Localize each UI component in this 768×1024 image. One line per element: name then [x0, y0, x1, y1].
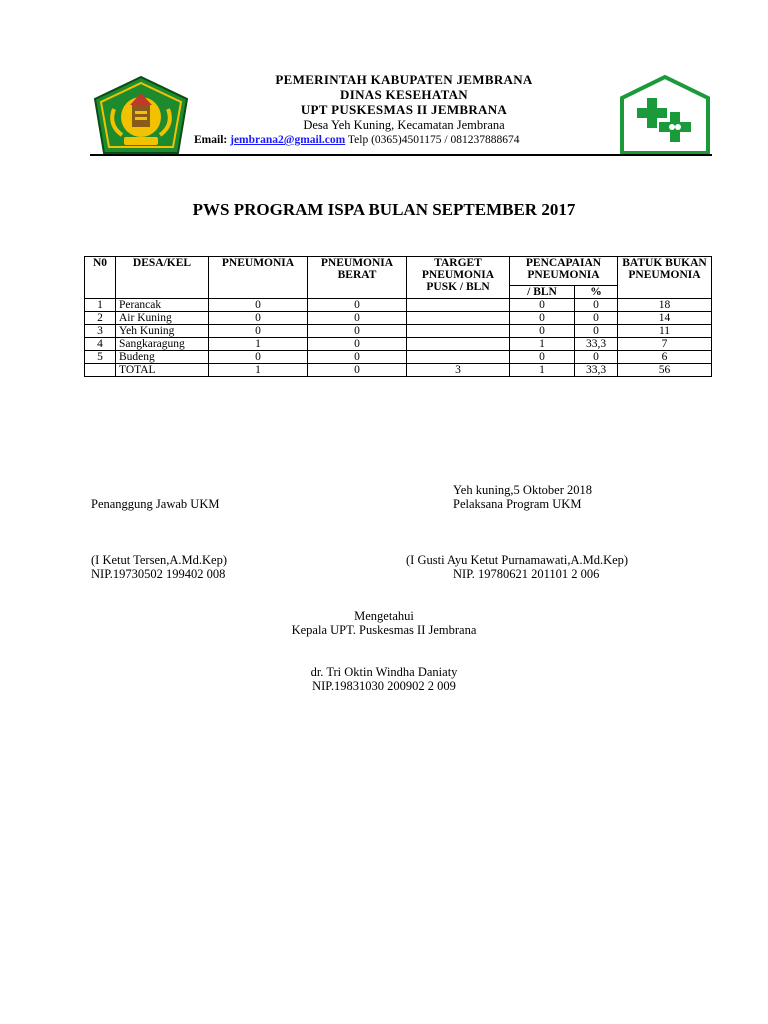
cell-target — [407, 325, 510, 338]
right-signer-nip: NIP. 19780621 201101 2 006 — [453, 567, 600, 581]
cell-pneumonia: 1 — [209, 364, 308, 377]
head-role: Kepala UPT. Puskesmas II Jembrana — [291, 623, 477, 637]
cell-batuk: 6 — [618, 351, 712, 364]
header-target: TARGET PNEUMONIA PUSK / BLN — [407, 257, 510, 299]
letterhead-department: DINAS KESEHATAN — [340, 87, 468, 102]
left-signer-nip: NIP.19730502 199402 008 — [91, 567, 226, 581]
cell-per-bulan: 0 — [510, 299, 575, 312]
cell-percent: 33,3 — [575, 338, 618, 351]
letterhead — [90, 70, 712, 158]
letterhead-institution: UPT PUSKESMAS II JEMBRANA — [300, 102, 508, 117]
cell-target — [407, 338, 510, 351]
cell-batuk: 7 — [618, 338, 712, 351]
email-label: Email: — [194, 134, 228, 146]
cell-total-label: TOTAL — [116, 364, 209, 377]
cell-desa: Perancak — [116, 299, 209, 312]
pws-table — [84, 256, 712, 377]
table-row — [85, 325, 712, 338]
jembrana-regency-emblem-icon — [92, 75, 190, 157]
table-total-row — [85, 364, 712, 377]
table-row — [85, 299, 712, 312]
cell-percent: 33,3 — [575, 364, 618, 377]
cell-pneumonia: 1 — [209, 338, 308, 351]
cell-percent: 0 — [575, 325, 618, 338]
header-pencapaian: PENCAPAIAN PNEUMONIA — [510, 257, 618, 286]
cell-desa: Sangkaragung — [116, 338, 209, 351]
cell-no: 5 — [85, 351, 116, 364]
head-nip: NIP.19831030 200902 2 009 — [312, 679, 456, 693]
cell-desa: Yeh Kuning — [116, 325, 209, 338]
cell-percent: 0 — [575, 312, 618, 325]
cell-batuk: 11 — [618, 325, 712, 338]
header-no: N0 — [85, 257, 116, 299]
phone-text: Telp (0365)4501175 / 081237888674 — [347, 134, 520, 146]
header-percent: % — [575, 286, 618, 299]
cell-no: 1 — [85, 299, 116, 312]
cell-per-bulan: 1 — [510, 364, 575, 377]
cell-target — [407, 299, 510, 312]
cell-pneumonia-berat: 0 — [308, 351, 407, 364]
cell-percent: 0 — [575, 299, 618, 312]
cell-desa: Budeng — [116, 351, 209, 364]
cell-batuk: 18 — [618, 299, 712, 312]
cell-per-bulan: 1 — [510, 338, 575, 351]
cell-pneumonia-berat: 0 — [308, 325, 407, 338]
cell-no: 3 — [85, 325, 116, 338]
head-name: dr. Tri Oktin Windha Daniaty — [310, 665, 458, 679]
cell-pneumonia-berat: 0 — [308, 364, 407, 377]
signature-date: Yeh kuning,5 Oktober 2018 — [453, 483, 593, 497]
table-header-row — [85, 257, 712, 286]
right-signer-name: (I Gusti Ayu Ketut Purnamawati,A.Md.Kep) — [406, 553, 629, 567]
cell-target — [407, 351, 510, 364]
table-row — [85, 351, 712, 364]
table-row — [85, 312, 712, 325]
right-signer-role: Pelaksana Program UKM — [453, 497, 582, 511]
puskesmas-cross-icon — [619, 74, 711, 156]
letterhead-address: Desa Yeh Kuning, Kecamatan Jembrana — [303, 118, 505, 132]
header-pneumonia: PNEUMONIA — [209, 257, 308, 299]
cell-batuk: 14 — [618, 312, 712, 325]
cell-no: 2 — [85, 312, 116, 325]
cell-pneumonia: 0 — [209, 351, 308, 364]
header-batuk: BATUK BUKAN PNEUMONIA — [618, 257, 712, 299]
left-signer-role: Penanggung Jawab UKM — [91, 497, 220, 511]
cell-pneumonia-berat: 0 — [308, 312, 407, 325]
cell-pneumonia: 0 — [209, 325, 308, 338]
header-per-bulan: / BLN — [510, 286, 575, 299]
header-desa: DESA/KEL — [116, 257, 209, 299]
left-signer-name: (I Ketut Tersen,A.Md.Kep) — [91, 553, 228, 567]
cell-pneumonia: 0 — [209, 299, 308, 312]
cell-pneumonia-berat: 0 — [308, 338, 407, 351]
cell-target — [407, 312, 510, 325]
cell-batuk: 56 — [618, 364, 712, 377]
cell-no — [85, 364, 116, 377]
letterhead-government: PEMERINTAH KABUPATEN JEMBRANA — [275, 72, 533, 87]
cell-pneumonia: 0 — [209, 312, 308, 325]
cell-pneumonia-berat: 0 — [308, 299, 407, 312]
cell-desa: Air Kuning — [116, 312, 209, 325]
letterhead-text — [194, 72, 614, 133]
cell-target: 3 — [407, 364, 510, 377]
cell-per-bulan: 0 — [510, 351, 575, 364]
header-pneumonia-berat: PNEUMONIA BERAT — [308, 257, 407, 299]
cell-no: 4 — [85, 338, 116, 351]
acknowledgement-label: Mengetahui — [354, 609, 414, 623]
cell-percent: 0 — [575, 351, 618, 364]
email-link[interactable]: jembrana2@gmail.com — [230, 134, 346, 146]
cell-per-bulan: 0 — [510, 325, 575, 338]
letterhead-contact — [194, 134, 520, 146]
document-title: PWS PROGRAM ISPA BULAN SEPTEMBER 2017 — [192, 200, 576, 219]
letterhead-divider — [90, 154, 712, 156]
table-row — [85, 338, 712, 351]
cell-per-bulan: 0 — [510, 312, 575, 325]
